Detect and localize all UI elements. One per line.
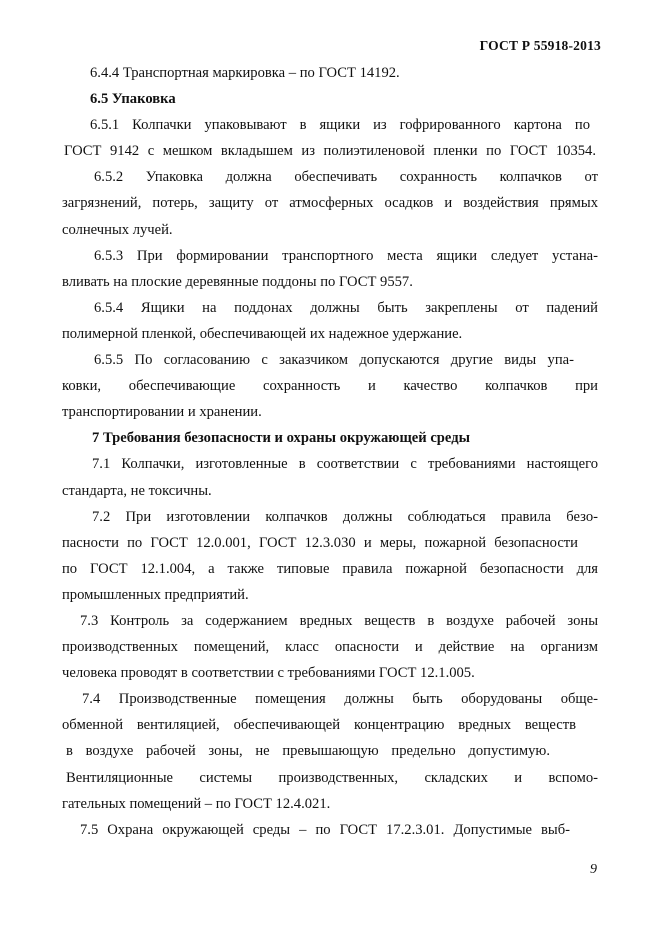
clause-7-2: 7.2 При изготовлении колпачков должны соблюдаться правила безо- [92,508,598,525]
clause-7-4-cont-4: гательных помещений – по ГОСТ 12.4.021. [62,795,331,812]
clause-7-3-cont-2: человека проводят в соответствии с требованиями ГОСТ 12.1.005. [62,665,475,682]
document-body [62,60,598,843]
clause-6-5-5-cont-2: транспортировании и хранении. [62,404,262,421]
clause-7-2-cont-2: по ГОСТ 12.1.004, а также типовые правила пожарной безопасности для [62,560,598,577]
section-6-5-heading: 6.5 Упаковка [90,91,176,108]
clause-7-2-cont-3: промышленных предприятий. [62,586,249,603]
clause-6-5-5: 6.5.5 По согласованию с заказчиком допускаются другие виды упа- [94,352,574,369]
clause-7-4-cont-3: Вентиляционные системы производственных, складских и вспомо- [66,769,598,786]
clause-6-5-3: 6.5.3 При формировании транспортного места ящики следует устана- [94,247,598,264]
clause-6-5-2-cont-2: солнечных лучей. [62,221,173,238]
clause-6-5-2-cont-1: загрязнений, потерь, защиту от атмосферных осадков и воздействия прямых [62,195,598,212]
clause-7-4: 7.4 Производственные помещения должны быть оборудованы обще- [82,691,598,708]
standard-code-header: ГОСТ Р 55918-2013 [479,38,601,53]
clause-6-4-4: 6.4.4 Транспортная маркировка – по ГОСТ 14192. [90,65,400,81]
clause-6-5-1-cont: ГОСТ 9142 с мешком вкладышем из полиэтиленовой пленки по ГОСТ 10354. [64,143,596,160]
clause-7-4-cont-2: в воздухе рабочей зоны, не превышающую предельно допустимую. [66,743,550,760]
clause-6-5-4-cont: полимерной пленкой, обеспечивающей их надежное удержание. [62,325,463,342]
clause-7-3-cont-1: производственных помещений, класс опасности и действие на организм [62,639,598,656]
section-7-heading: 7 Требования безопасности и охраны окружающей среды [92,430,470,447]
clause-6-5-3-cont: вливать на плоские деревянные поддоны по ГОСТ 9557. [62,273,413,290]
clause-6-5-1: 6.5.1 Колпачки упаковывают в ящики из гофрированного картона по [90,117,590,134]
clause-7-1: 7.1 Колпачки, изготовленные в соответствии с требованиями настоящего [92,456,598,473]
clause-6-5-5-cont-1: ковки, обеспечивающие сохранность и качество колпачков при [62,378,598,395]
clause-6-5-2: 6.5.2 Упаковка должна обеспечивать сохранность колпачков от [94,169,598,186]
clause-7-2-cont-1: пасности по ГОСТ 12.0.001, ГОСТ 12.3.030 и меры, пожарной безопасности [62,534,578,551]
clause-7-1-cont: стандарта, не токсичны. [62,482,212,499]
clause-7-5: 7.5 Охрана окружающей среды – по ГОСТ 17.2.3.01. Допустимые выб- [80,821,570,838]
clause-6-5-4: 6.5.4 Ящики на поддонах должны быть закреплены от падений [94,299,598,316]
clause-7-4-cont-1: обменной вентиляцией, обеспечивающей концентрацию вредных веществ [62,717,576,734]
clause-7-3: 7.3 Контроль за содержанием вредных веществ в воздухе рабочей зоны [80,612,598,629]
page-number: 9 [590,862,597,877]
